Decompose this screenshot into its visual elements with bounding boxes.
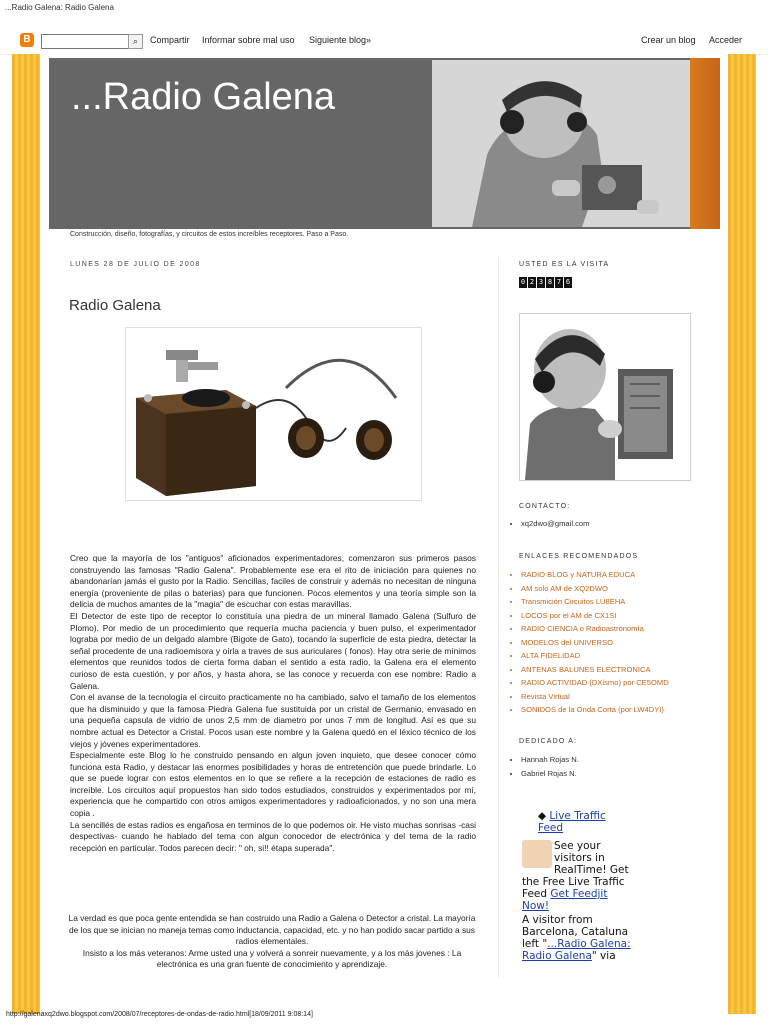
post-paragraph: Con el avanse de la tecnología el circuito practicamente no ha cambiado, salvo el tamaño de los elementos que ha disminuido y que la famosa Piedra Galena fue sustituida por un cristal de Germanio, envasado en una pequeña capsula de vidrio de unos 2,5 mm de diametro por unos 7 mm de longitud. Así es que su nombre actual es Detector a Cristal. Pocos usan este nombre y la Galena quedó en el léxico técnico de los viejos y jóvenes experimentadores.	[70, 692, 476, 749]
post-closing-note	[66, 913, 478, 971]
counter-digit: 8	[547, 278, 553, 286]
counter-digit: 7	[556, 278, 562, 286]
recommended-link[interactable]: • RADIO BLOG y NATURA EDUCA	[521, 570, 669, 584]
post-title[interactable]: Radio Galena	[69, 297, 161, 314]
counter-digit: 2	[529, 278, 535, 286]
post-paragraph: El Detector de este tipo de receptor lo constituía una piedra de un mineral llamado Galena (Sulfuro de Plomo). Por medio de un procedimiento que requería mucha paciencia y buen pulso, el experimentador lograba por medio de un delgado alambre (Bigote de Gato), tocando la superficie de esta piedra, detectar la señal procedente de una radioemisora y oírla a traves de sus auriculares ( fonos). Hay otra serie de mínimos elementos que reunidos todos de cierta forma daban el sentido a esta radio, la Galena era el elemento curioso de esta cuestión, y por años, y hasta ahora, se las conoce y recuerda con ese nombre: Radio a Galena.	[70, 610, 476, 691]
contact-email: • xq2dwo@gmail.com	[521, 519, 590, 533]
visitor-suffix: " via	[591, 950, 616, 962]
recommended-link[interactable]: • LOCOS por el AM de CX1SI	[521, 611, 669, 625]
recommended-link[interactable]: • ALTA FIDELIDAD	[521, 651, 669, 665]
recommended-link[interactable]: • SONIDOS de la Onda Corta (por LW4DYI)	[521, 705, 669, 719]
visitor-page-link[interactable]: ...Radio Galena: Radio Galena	[522, 938, 631, 962]
dedicated-name: • Gabriel Rojas N.	[521, 769, 579, 783]
crystal-radio-photo-icon[interactable]	[125, 327, 422, 501]
recommended-link[interactable]: • AM solo AM de XQ2DWO	[521, 584, 669, 598]
post-paragraph: La sencillés de estas radios es engañosa en terminos de lo que podemos oir. He visto muchas sonrisas -casi despectivas- cuando he hablado del tema con algun conocedor de electrónica y del tema de la radio recepción en particular. Todos parecen decir: " oh, si!! étapa superada".	[70, 819, 476, 853]
boy-with-headphones-photo-icon	[519, 313, 691, 481]
visitor-prefix: A visitor from Barcelona, Cataluna left "	[522, 914, 629, 950]
dedicated-list	[509, 755, 579, 782]
blog-description: Construcción, diseño, fotografías, y circuitos de estos increíbles receptores. Paso a Paso.	[70, 231, 349, 238]
post-paragraph: Creo que la mayoría de los "antiguos" aficionados experimentadores, comenzaron sus primeros pasos construyendo las famosas "Radio Galena". Probablemente ese era el rito de iniciación para quienes no abandonarían jamás el gusto por la Radio. Sencillas, faciles de construir y además no necesitan de ninguna energía (proveniente de pilas o baterias) para que funcionen. Pocos elementos y una teoría simple son la delicia de muchos amantes de la "magia" de escuchar con estas maravillas.	[70, 553, 476, 610]
sign-in-link[interactable]: Acceder	[709, 35, 743, 45]
feedjit-faces-icon	[522, 840, 552, 868]
get-feedjit-link[interactable]: Get Feedjit Now!	[522, 888, 608, 912]
recommended-link[interactable]: • MODELOS del UNIVERSO	[521, 638, 669, 652]
recommended-link[interactable]: • ANTENAS BALUNES ELECTRONICA	[521, 665, 669, 679]
closing-paragraph: La verdad es que poca gente entendida se han costruido una Radio a Galena o Detector a cristal. La mayoría de los que se inician no maneja temas como inductancia, capacidad, etc. y no han podido sacar partido a sus radios elementales.	[68, 913, 476, 947]
report-abuse-link[interactable]: Informar sobre mal uso	[202, 35, 295, 45]
closing-paragraph: Insisto a los más veteranos: Arme usted una y volverá a sonreir nuevamente, y a los más jovenes : La electrónica es una gran fuente de conocimiento y aprendizaje.	[82, 947, 462, 970]
bullet-icon: ◆	[538, 810, 547, 822]
counter-digit: 0	[520, 278, 526, 286]
header-accent-bar	[690, 58, 720, 229]
share-link[interactable]: Compartir	[150, 35, 190, 45]
visit-counter	[519, 277, 572, 288]
visits-heading: USTED ES LA VISITA	[519, 261, 610, 268]
blogger-navbar	[0, 26, 768, 55]
contact-list	[509, 519, 590, 533]
dedicated-name: • Hannah Rojas N.	[521, 755, 579, 769]
dedicated-heading: DEDICADO A:	[519, 738, 578, 745]
create-blog-link[interactable]: Crear un blog	[641, 35, 696, 45]
post-paragraph: Especialmente este Blog lo he construido pensando en algun joven inquieto, que desee conocer cómo funciona esta Radio, y destacar las enormes posibilidades y horas de entretención que puede brindarle. Lo que se puede lograr con estos elementos en lo que se refiere a la recepción de estaciones de radio es increíble. Los circuitos aquí propuestos han sido todos estudiados, construidos y experimentados por mí, experiencia que he compartido con otros amigos experimentadores y radioaficionados, y no son una mera copia .	[70, 750, 476, 819]
counter-digit: 3	[538, 278, 544, 286]
links-heading: ENLACES RECOMENDADOS	[519, 553, 639, 560]
sidebar-divider	[498, 258, 499, 978]
search-icon[interactable]: ⌕	[128, 34, 143, 49]
counter-digit: 6	[565, 278, 571, 286]
feedjit-promo	[522, 840, 632, 912]
recommended-link[interactable]: • Revista Virtual	[521, 692, 669, 706]
blog-search-input[interactable]	[41, 34, 133, 49]
browser-tab-title: ...Radio Galena: Radio Galena	[5, 3, 114, 12]
next-blog-link[interactable]: Siguiente blog»	[309, 35, 372, 45]
right-background-stripe	[728, 54, 756, 1014]
recommended-link[interactable]: • RADIO CIENCIA o Radioastronomía	[521, 624, 669, 638]
blog-title[interactable]: ...Radio Galena	[71, 76, 336, 118]
post-body	[70, 553, 476, 854]
live-traffic-widget	[522, 810, 632, 962]
visitor-entry	[522, 914, 632, 962]
left-background-stripe	[12, 54, 40, 1014]
live-traffic-link[interactable]: Live Traffic Feed	[538, 810, 606, 834]
live-traffic-item	[538, 810, 632, 834]
header-photo-listener-icon	[432, 60, 690, 227]
blogger-logo-icon[interactable]: B	[20, 33, 34, 47]
post-date-header: LUNES 28 DE JULIO DE 2008	[70, 261, 201, 268]
feedjit-text: See your visitors in RealTime! Get the Free Live Traffic Feed	[522, 840, 629, 900]
recommended-link[interactable]: • Transmición Circuitos LU8EHA	[521, 597, 669, 611]
recommended-links-list	[509, 570, 669, 719]
recommended-link[interactable]: • RADIO ACTIVIDAD (DXismo) por CE5OMD	[521, 678, 669, 692]
page-url: http://galenaxq2dwo.blogspot.com/2008/07/receptores-de-ondas-de-radio.html[18/09/2011 9:08:14]	[6, 1011, 313, 1018]
contact-heading: CONTACTO:	[519, 503, 571, 510]
